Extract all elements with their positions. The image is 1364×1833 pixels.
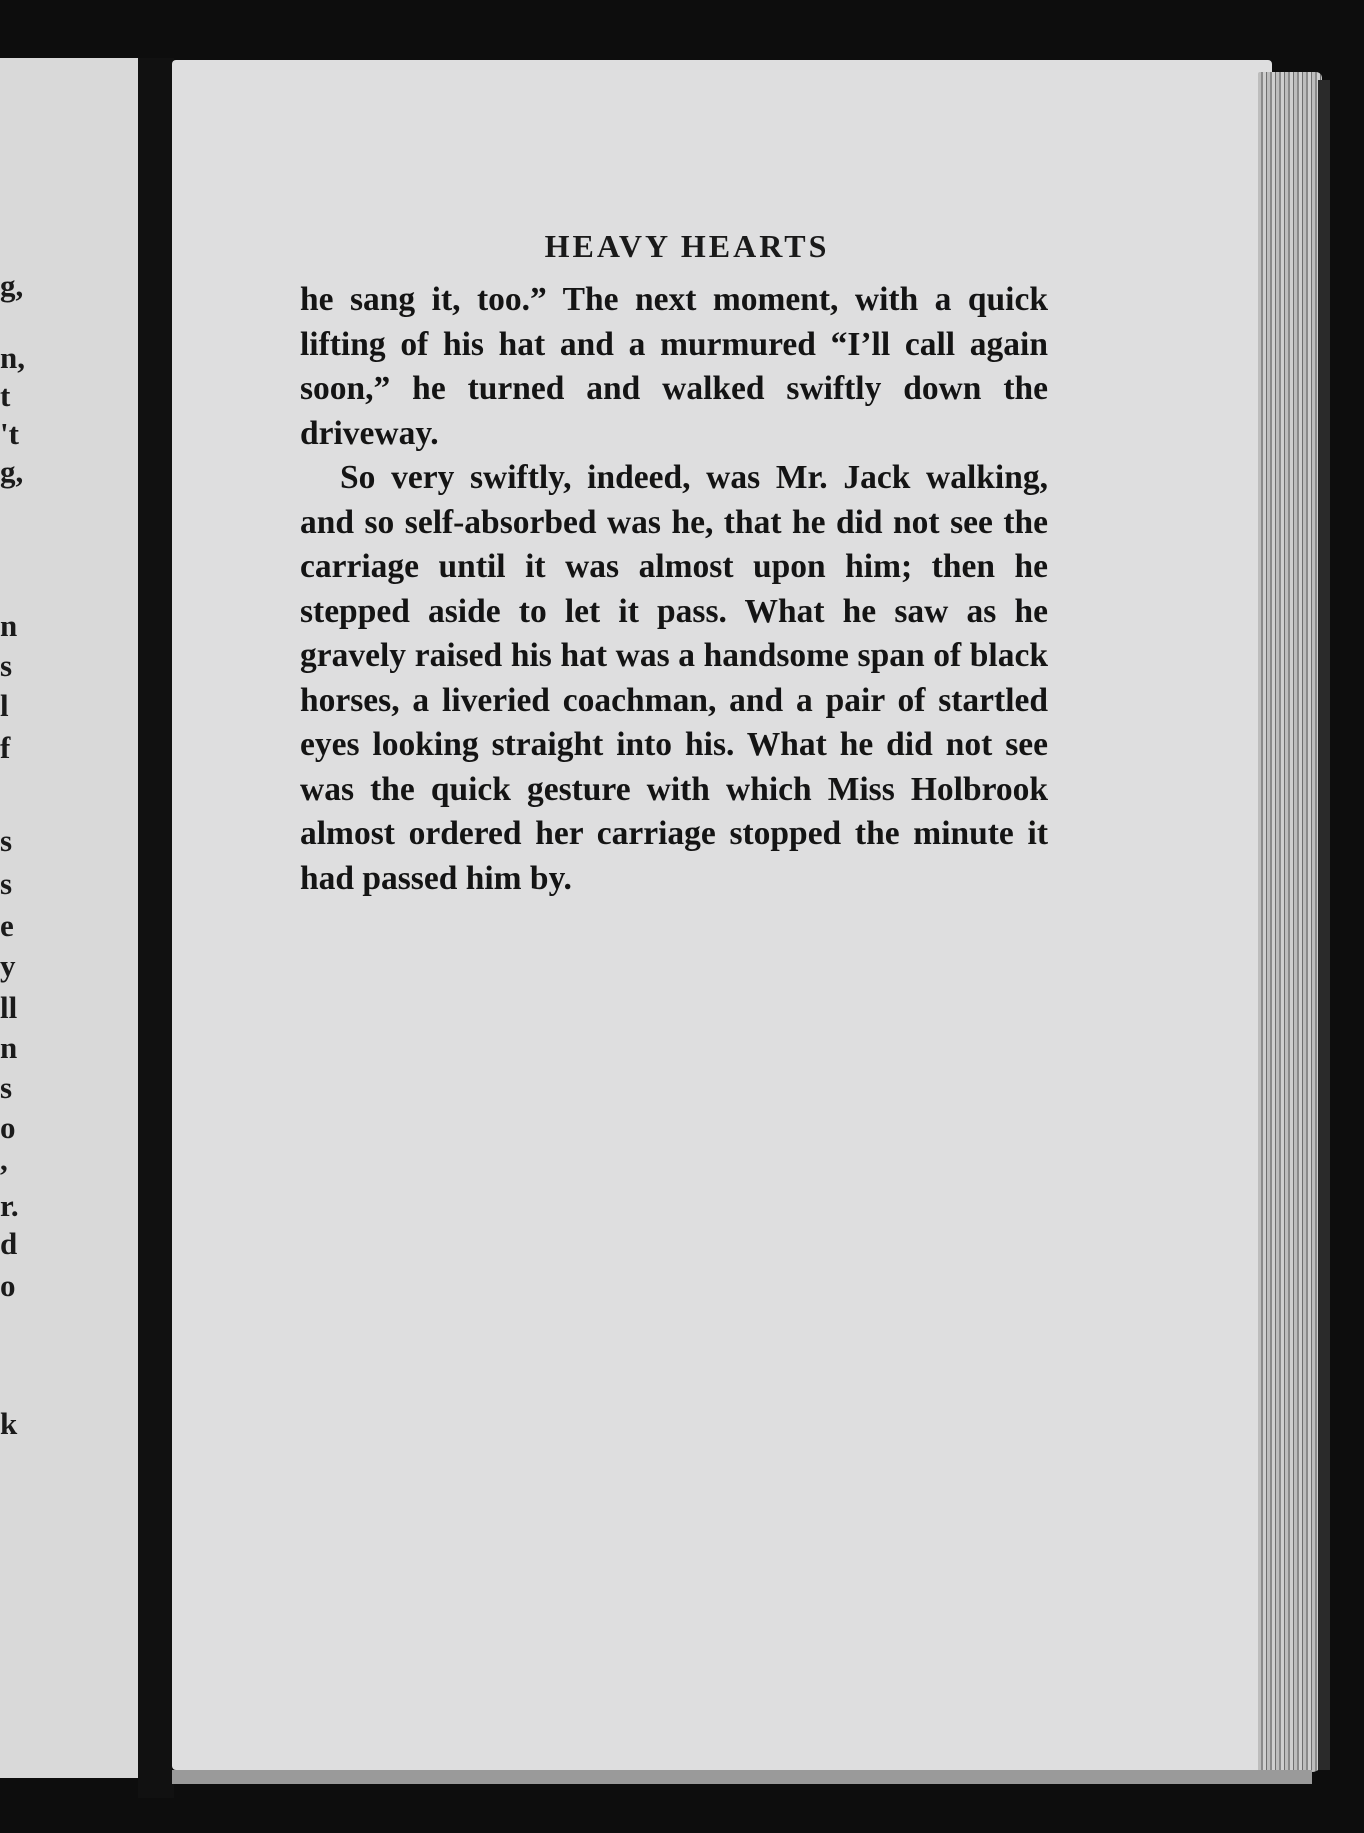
fragment: l xyxy=(0,688,9,723)
page-bottom-edge xyxy=(172,1770,1312,1784)
fragment: ll xyxy=(0,990,18,1025)
fragment: s xyxy=(0,823,13,858)
fragment: s xyxy=(0,1070,13,1105)
fragment: n xyxy=(0,608,18,643)
book-gutter xyxy=(138,58,174,1798)
page-fore-edge xyxy=(1258,72,1322,1772)
paragraph: So very swiftly, indeed, was Mr. Jack walking, and so self-absorbed was he, that he did not see the carriage until it was almost upon him; then he stepped aside to let it pass. What he saw as he gravely raised his hat was a handsome span of black horses, a liveried coachman, and a pair of startled eyes looking straight into his. What he did not see was the quick gesture with which Miss Holbrook almost ordered her carriage stopped the minute it had passed him by. xyxy=(300,459,1048,897)
fragment: 't xyxy=(0,416,19,451)
fragment: e xyxy=(0,908,14,943)
facing-page xyxy=(0,58,160,1778)
fragment: f xyxy=(0,730,11,765)
fragment: s xyxy=(0,866,13,901)
fragment: g, xyxy=(0,454,24,489)
fragment: t xyxy=(0,378,11,413)
fragment: , xyxy=(0,1142,8,1177)
running-head: HEAVY HEARTS xyxy=(544,228,830,264)
fragment: y xyxy=(0,948,16,983)
fragment: d xyxy=(0,1226,18,1261)
paragraph: he sang it, too.” The next moment, with a quick lifting of his hat and a murmured “I’ll call again soon,” he turned and walked swiftly down the driveway. xyxy=(300,281,1048,452)
fragment: g, xyxy=(0,268,24,303)
fragment: o xyxy=(0,1110,16,1145)
fragment: k xyxy=(0,1406,18,1441)
fragment: n, xyxy=(0,340,25,375)
fragment: s xyxy=(0,648,13,683)
fragment: o xyxy=(0,1268,16,1303)
body-text xyxy=(300,278,1048,901)
fragment: n xyxy=(0,1030,18,1065)
fore-edge-shadow xyxy=(1318,80,1330,1770)
fragment: r. xyxy=(0,1188,19,1223)
